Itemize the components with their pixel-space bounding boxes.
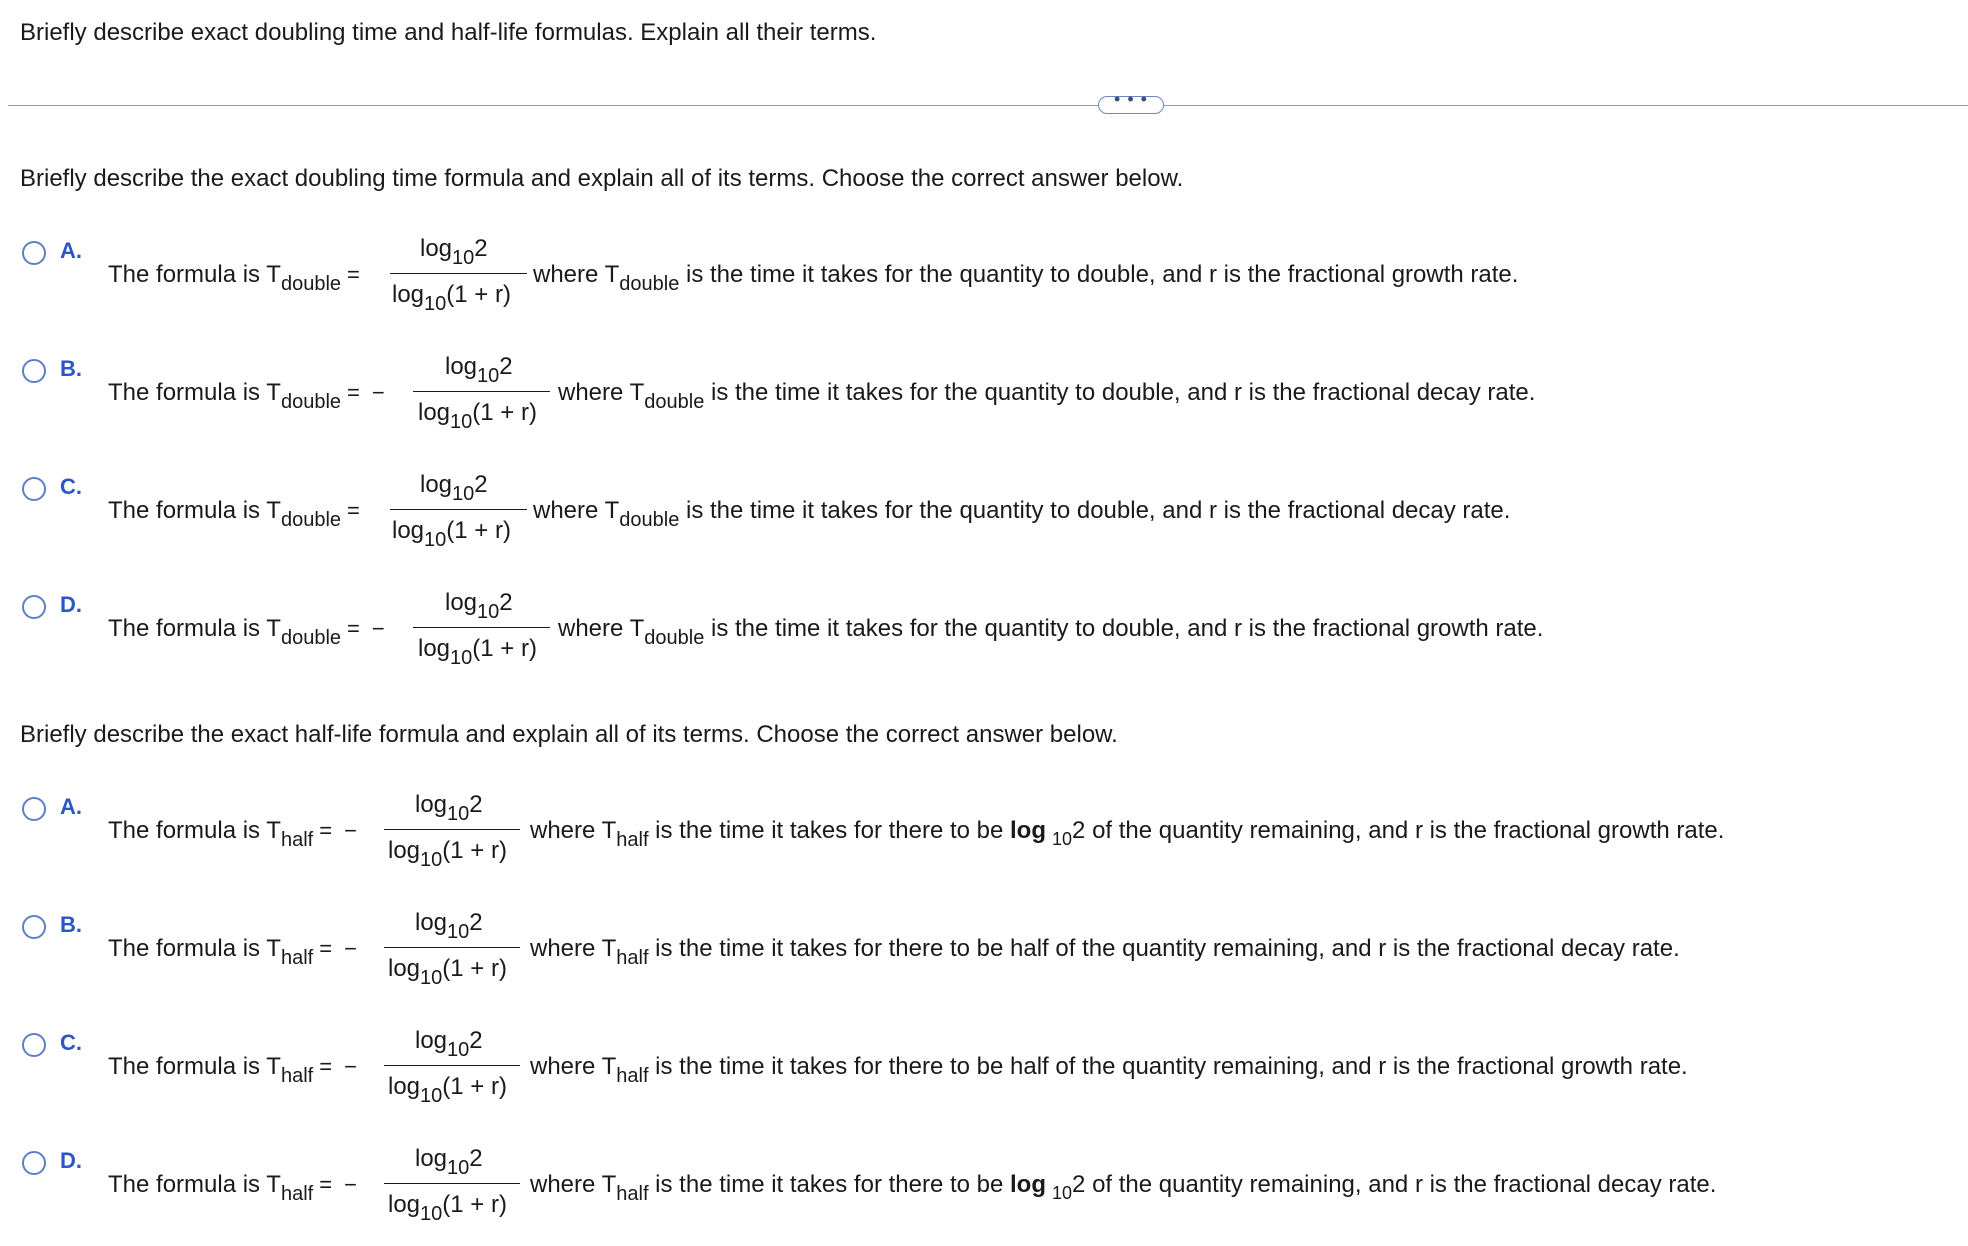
- fraction-bar: [384, 1183, 520, 1184]
- explanation-text: [558, 376, 1535, 411]
- radio-button[interactable]: [22, 1151, 46, 1175]
- description-log-base: 10: [1052, 829, 1073, 849]
- explanation-text: [533, 258, 1518, 293]
- radio-button[interactable]: [22, 359, 46, 383]
- formula-lead-text: The formula is T: [108, 615, 281, 642]
- radio-button[interactable]: [22, 1033, 46, 1057]
- answer-option-c[interactable]: [0, 1024, 1968, 1124]
- numerator-log: log: [420, 235, 453, 262]
- where-subscript: double: [619, 509, 680, 531]
- formula-subscript: half: [280, 1065, 314, 1087]
- numerator-value: 2: [469, 1145, 483, 1172]
- where-subscript: double: [644, 627, 705, 649]
- denominator-base: 10: [424, 529, 447, 551]
- denominator-rest: (1 + r): [442, 1191, 507, 1218]
- numerator-value: 2: [469, 1027, 483, 1054]
- denominator-base: 10: [420, 967, 443, 989]
- formula-lead-text: The formula is T: [108, 379, 281, 406]
- formula-subscript: double: [280, 391, 342, 413]
- denominator-rest: (1 + r): [442, 837, 507, 864]
- fraction-bar: [390, 509, 527, 510]
- description-text: is the time it takes for there to be half of the quantity remaining, and r is the fractional growth rate.: [648, 1053, 1688, 1080]
- equals-sign: =: [347, 498, 360, 523]
- formula-lead: [108, 1050, 357, 1085]
- radio-button[interactable]: [22, 477, 46, 501]
- formula-subscript: double: [280, 273, 342, 295]
- numerator-value: 2: [499, 353, 513, 380]
- where-text: where T: [530, 1053, 617, 1080]
- formula-lead-text: The formula is T: [108, 817, 281, 844]
- description-text: is the time it takes for the quantity to double, and r is the fractional decay rate.: [704, 379, 1536, 406]
- description-text: is the time it takes for the quantity to double, and r is the fractional decay rate.: [679, 497, 1511, 524]
- where-subscript: half: [616, 947, 649, 969]
- denominator-base: 10: [420, 1203, 443, 1225]
- minus-sign: −: [344, 1172, 357, 1197]
- formula-subscript: half: [280, 947, 314, 969]
- where-text: where T: [533, 497, 620, 524]
- expand-more-button[interactable]: [1098, 89, 1164, 114]
- denominator-base: 10: [424, 293, 447, 315]
- option-letter: A.: [60, 238, 82, 263]
- numerator-log: log: [445, 353, 478, 380]
- formula-lead-text: The formula is T: [108, 1053, 281, 1080]
- option-letter: C.: [60, 474, 82, 499]
- numerator-base: 10: [452, 247, 475, 269]
- numerator-value: 2: [474, 235, 488, 262]
- denominator-base: 10: [420, 1085, 443, 1107]
- denominator-rest: (1 + r): [446, 281, 511, 308]
- numerator-value: 2: [469, 909, 483, 936]
- numerator-base: 10: [447, 1039, 470, 1061]
- explanation-text: [530, 1168, 1716, 1203]
- formula-subscript: double: [280, 509, 342, 531]
- fraction-numerator: [445, 586, 513, 621]
- fraction-bar: [384, 947, 520, 948]
- option-letter: B.: [60, 356, 82, 381]
- description-post: 2 of the quantity remaining, and r is the fractional decay rate.: [1072, 1171, 1717, 1198]
- denominator-log: log: [388, 1191, 421, 1218]
- formula-lead: [108, 932, 357, 967]
- denominator-log: log: [418, 635, 451, 662]
- minus-sign: −: [344, 936, 357, 961]
- denominator-log: log: [392, 517, 425, 544]
- fraction-numerator: [420, 232, 488, 267]
- numerator-log: log: [415, 791, 448, 818]
- formula-lead-text: The formula is T: [108, 935, 281, 962]
- equals-sign: =: [347, 262, 360, 287]
- where-text: where T: [558, 615, 645, 642]
- fraction-denominator: [388, 952, 507, 987]
- numerator-log: log: [420, 471, 453, 498]
- option-letter: D.: [60, 1148, 82, 1173]
- denominator-log: log: [388, 1073, 421, 1100]
- part1-prompt: Briefly describe the exact doubling time formula and explain all of its terms. Choose the correct answer below.: [20, 165, 1184, 192]
- fraction-numerator: [415, 906, 483, 941]
- numerator-value: 2: [469, 791, 483, 818]
- formula-lead-text: The formula is T: [108, 261, 281, 288]
- answer-option-a[interactable]: [0, 788, 1968, 888]
- numerator-base: 10: [447, 921, 470, 943]
- explanation-text: [530, 932, 1680, 967]
- fraction-denominator: [388, 834, 507, 869]
- explanation-text: [530, 814, 1724, 849]
- fraction-bar: [390, 273, 527, 274]
- minus-sign: −: [371, 380, 385, 405]
- where-subscript: double: [619, 273, 680, 295]
- description-pre: is the time it takes for there to be: [648, 817, 1011, 844]
- description-text: is the time it takes for the quantity to double, and r is the fractional growth rate.: [704, 615, 1544, 642]
- numerator-log: log: [415, 909, 448, 936]
- description-log: log: [1010, 817, 1047, 844]
- fraction-bar: [413, 627, 550, 628]
- description-log: log: [1010, 1171, 1047, 1198]
- denominator-rest: (1 + r): [442, 955, 507, 982]
- where-text: where T: [558, 379, 645, 406]
- fraction-numerator: [420, 468, 488, 503]
- formula-subscript: half: [280, 829, 314, 851]
- numerator-log: log: [415, 1145, 448, 1172]
- fraction-bar: [384, 829, 520, 830]
- fraction-numerator: [415, 1024, 483, 1059]
- option-letter: D.: [60, 592, 82, 617]
- answer-option-c[interactable]: [0, 468, 1968, 568]
- numerator-value: 2: [474, 471, 488, 498]
- where-subscript: half: [616, 1065, 649, 1087]
- numerator-base: 10: [477, 365, 500, 387]
- fraction-denominator: [392, 514, 511, 549]
- formula-lead: [108, 1168, 357, 1203]
- where-text: where T: [530, 1171, 617, 1198]
- fraction-denominator: [392, 278, 511, 313]
- formula-lead: [108, 258, 360, 293]
- where-text: where T: [530, 817, 617, 844]
- answer-option-d[interactable]: [0, 1142, 1968, 1242]
- equals-sign: =: [319, 1172, 333, 1197]
- description-text: is the time it takes for there to be half of the quantity remaining, and r is the fractional decay rate.: [648, 935, 1680, 962]
- fraction-bar: [384, 1065, 520, 1066]
- where-subscript: half: [616, 829, 649, 851]
- part2-prompt: Briefly describe the exact half-life formula and explain all of its terms. Choose the correct answer below.: [20, 721, 1118, 748]
- fraction-denominator: [418, 396, 537, 431]
- numerator-log: log: [415, 1027, 448, 1054]
- radio-button[interactable]: [22, 915, 46, 939]
- denominator-log: log: [388, 837, 421, 864]
- option-letter: B.: [60, 912, 82, 937]
- explanation-text: [530, 1050, 1688, 1085]
- answer-option-b[interactable]: [0, 350, 1968, 450]
- denominator-base: 10: [450, 411, 473, 433]
- formula-lead: [108, 494, 360, 529]
- radio-button[interactable]: [22, 595, 46, 619]
- formula-subscript: half: [280, 1183, 314, 1205]
- description-post: 2 of the quantity remaining, and r is the fractional growth rate.: [1072, 817, 1725, 844]
- numerator-base: 10: [447, 803, 470, 825]
- where-text: where T: [530, 935, 617, 962]
- radio-button[interactable]: [22, 797, 46, 821]
- fraction-denominator: [388, 1188, 507, 1223]
- explanation-text: [558, 612, 1543, 647]
- equals-sign: =: [347, 380, 360, 405]
- equals-sign: =: [319, 818, 333, 843]
- fraction-denominator: [418, 632, 537, 667]
- ellipsis-icon: • • •: [1114, 89, 1148, 109]
- minus-sign: −: [344, 1054, 357, 1079]
- fraction-denominator: [388, 1070, 507, 1105]
- denominator-log: log: [418, 399, 451, 426]
- fraction-numerator: [445, 350, 513, 385]
- answer-option-b[interactable]: [0, 906, 1968, 1006]
- description-pre: is the time it takes for there to be: [648, 1171, 1011, 1198]
- radio-button[interactable]: [22, 241, 46, 265]
- denominator-rest: (1 + r): [442, 1073, 507, 1100]
- description-text: is the time it takes for the quantity to double, and r is the fractional growth rate.: [679, 261, 1519, 288]
- fraction-numerator: [415, 1142, 483, 1177]
- minus-sign: −: [344, 818, 357, 843]
- formula-subscript: double: [280, 627, 342, 649]
- formula-lead: [108, 376, 385, 411]
- denominator-base: 10: [450, 647, 473, 669]
- formula-lead: [108, 814, 357, 849]
- option-letter: A.: [60, 794, 82, 819]
- numerator-base: 10: [447, 1157, 470, 1179]
- fraction-numerator: [415, 788, 483, 823]
- where-subscript: half: [616, 1183, 649, 1205]
- equals-sign: =: [347, 616, 360, 641]
- explanation-text: [533, 494, 1510, 529]
- answer-option-d[interactable]: [0, 586, 1968, 686]
- equals-sign: =: [319, 1054, 333, 1079]
- denominator-base: 10: [420, 849, 443, 871]
- minus-sign: −: [371, 616, 385, 641]
- fraction-bar: [413, 391, 550, 392]
- denominator-rest: (1 + r): [472, 635, 537, 662]
- denominator-log: log: [392, 281, 425, 308]
- option-letter: C.: [60, 1030, 82, 1055]
- numerator-log: log: [445, 589, 478, 616]
- formula-lead-text: The formula is T: [108, 1171, 281, 1198]
- section-divider: [8, 105, 1968, 106]
- numerator-value: 2: [499, 589, 513, 616]
- description-log-base: 10: [1052, 1183, 1073, 1203]
- denominator-log: log: [388, 955, 421, 982]
- formula-lead: [108, 612, 385, 647]
- formula-lead-text: The formula is T: [108, 497, 281, 524]
- answer-option-a[interactable]: [0, 232, 1968, 332]
- where-text: where T: [533, 261, 620, 288]
- equals-sign: =: [319, 936, 333, 961]
- where-subscript: double: [644, 391, 705, 413]
- question-title: Briefly describe exact doubling time and half-life formulas. Explain all their terms.: [20, 19, 877, 46]
- numerator-base: 10: [477, 601, 500, 623]
- denominator-rest: (1 + r): [446, 517, 511, 544]
- denominator-rest: (1 + r): [472, 399, 537, 426]
- numerator-base: 10: [452, 483, 475, 505]
